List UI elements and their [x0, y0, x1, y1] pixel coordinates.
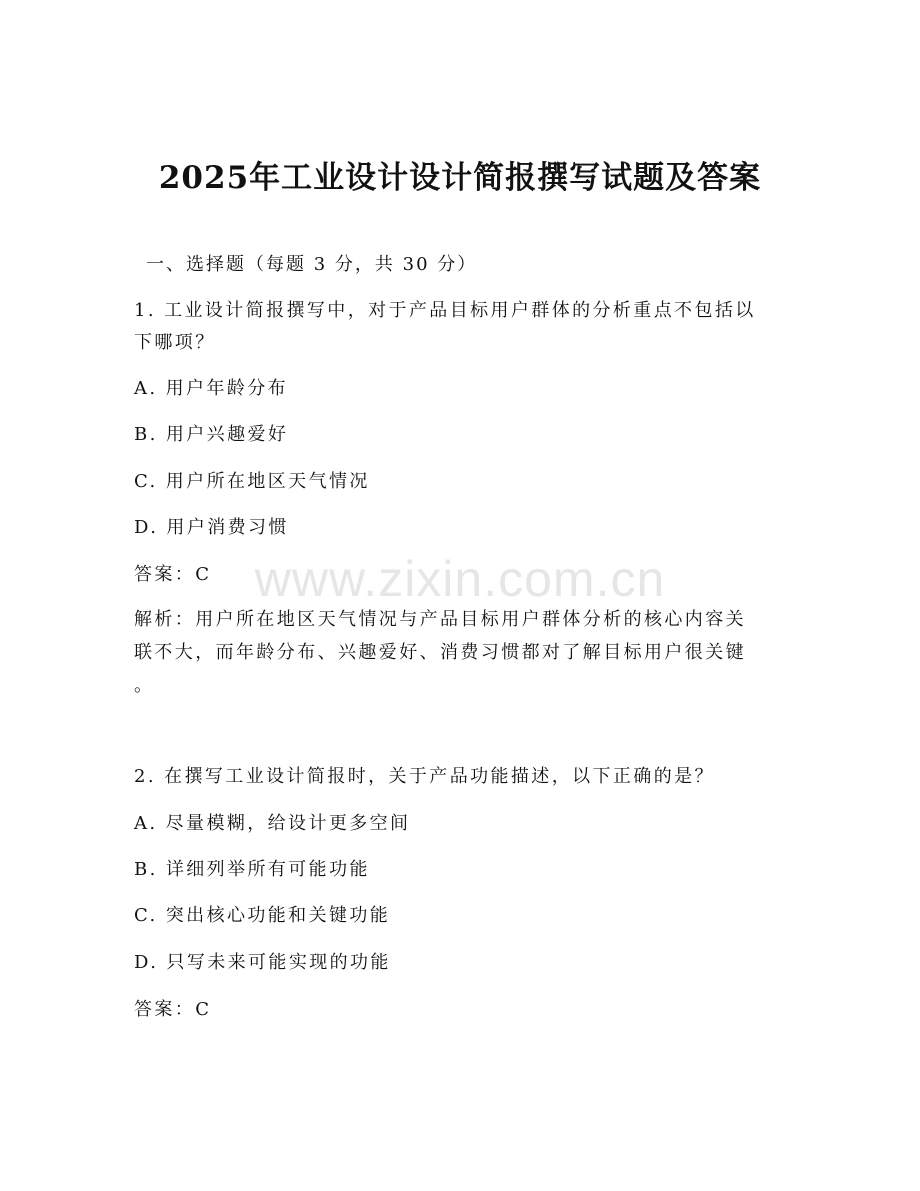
question-2-stem-line-1: 2. 在撰写工业设计简报时，关于产品功能描述，以下正确的是？: [134, 766, 715, 787]
question-2-answer: 答案：C: [134, 999, 212, 1020]
watermark: www.zixin.com.cn: [254, 551, 666, 607]
question-1-option-a: A. 用户年龄分布: [134, 378, 289, 399]
section-heading: 一、选择题（每题 3 分，共 30 分）: [146, 254, 478, 275]
question-1-explanation-line-2: 联不大，而年龄分布、兴趣爱好、消费习惯都对了解目标用户很关键: [134, 642, 746, 663]
question-1-explanation-line-3: 。: [134, 675, 155, 696]
document-title: 2025年工业设计设计简报撰写试题及答案: [158, 160, 762, 196]
question-1-stem-line-1: 1. 工业设计简报撰写中，对于产品目标用户群体的分析重点不包括以: [134, 300, 756, 321]
question-1-option-c: C. 用户所在地区天气情况: [134, 471, 370, 492]
question-2-option-c: C. 突出核心功能和关键功能: [134, 905, 391, 926]
question-1-explanation-line-1: 解析：用户所在地区天气情况与产品目标用户群体分析的核心内容关: [134, 609, 746, 630]
question-2-option-b: B. 详细列举所有可能功能: [134, 859, 370, 880]
question-1-option-b: B. 用户兴趣爱好: [134, 424, 289, 445]
question-1-stem-line-2: 下哪项？: [134, 332, 216, 353]
question-1-answer: 答案：C: [134, 564, 212, 585]
question-1-option-d: D. 用户消费习惯: [134, 517, 289, 538]
question-2-option-a: A. 尽量模糊，给设计更多空间: [134, 813, 411, 834]
question-2-option-d: D. 只写未来可能实现的功能: [134, 952, 391, 973]
